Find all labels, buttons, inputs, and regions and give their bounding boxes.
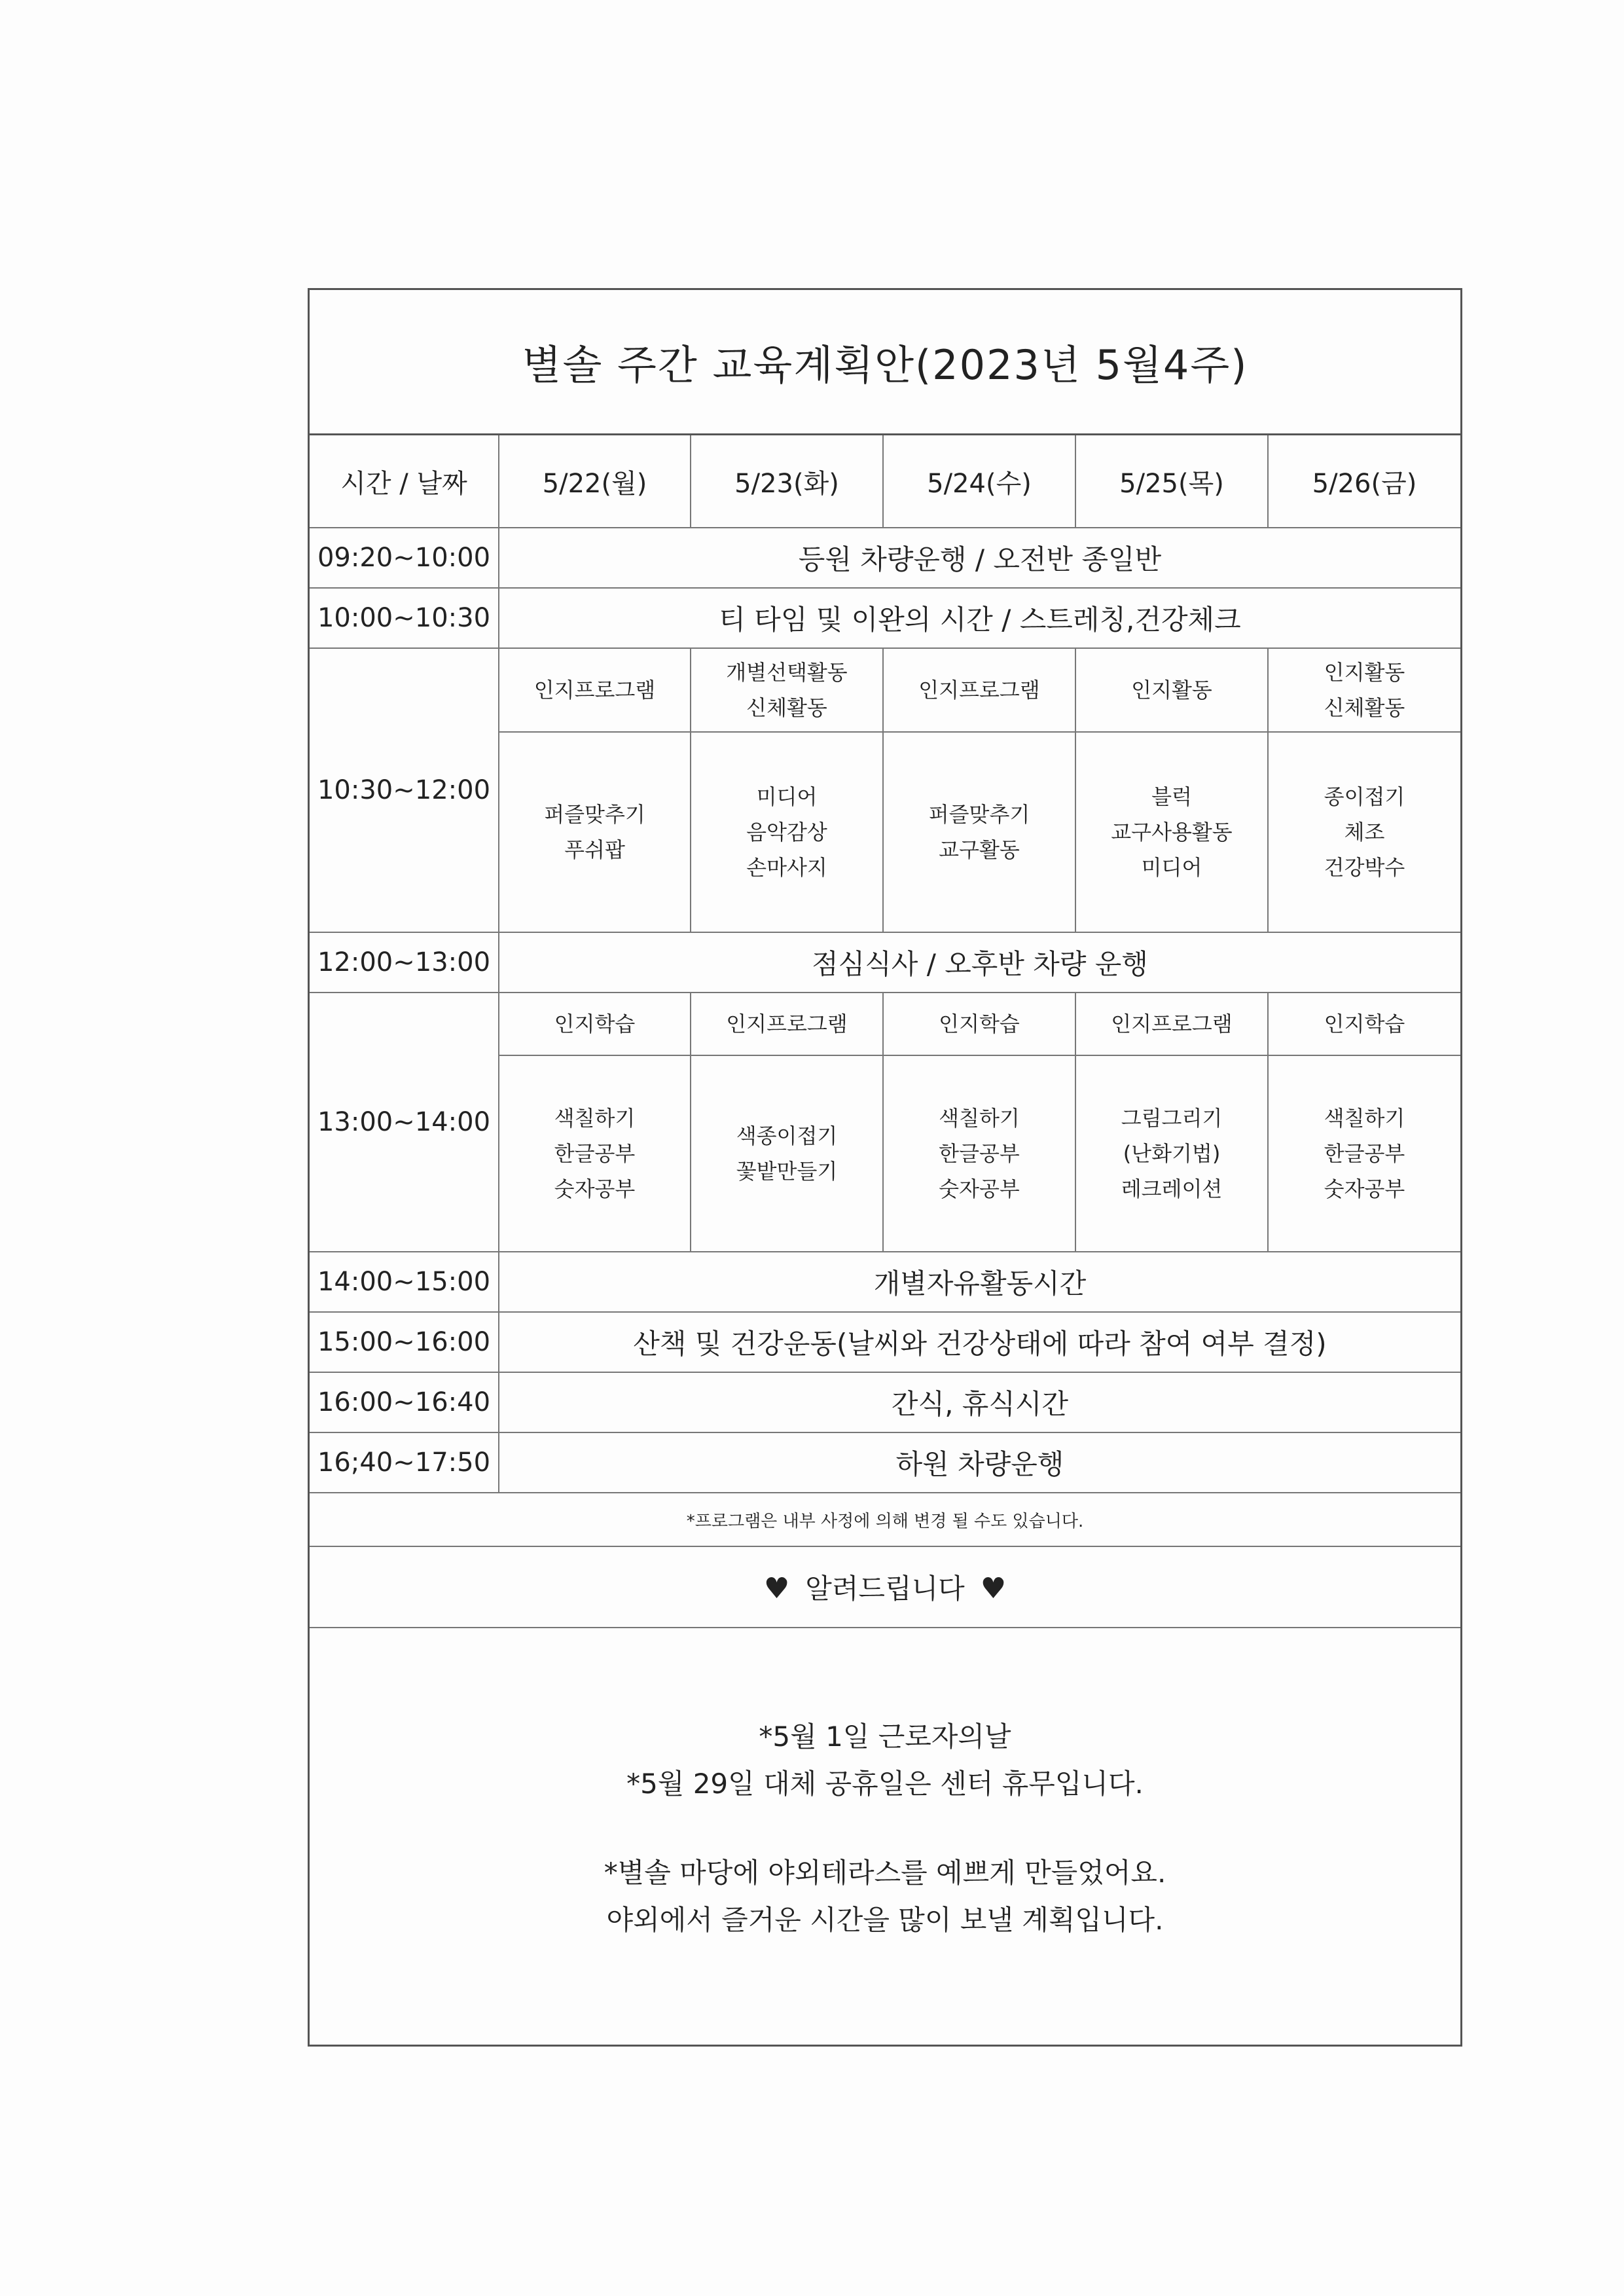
program-item: 퍼즐맞추기 <box>928 802 1030 827</box>
announcement-line: *별솔 마당에 야외테라스를 예쁘게 만들었어요. <box>604 1857 1166 1889</box>
program-item: 한글공부 <box>939 1141 1020 1166</box>
program-item: 한글공부 <box>1324 1141 1405 1166</box>
program-item: 건강박수 <box>1324 855 1405 880</box>
program-item: 신체활동 <box>1324 695 1405 720</box>
program-detail-cell <box>883 1055 1075 1252</box>
program-item: 체조 <box>1344 820 1385 845</box>
program-item: 인지활동 <box>1324 660 1405 685</box>
schedule-row <box>310 1312 1460 1372</box>
program-detail-cell <box>1075 1055 1268 1252</box>
activity-cell: 점심식사 / 오후반 차량 운행 <box>499 932 1460 993</box>
program-item: 교구활동 <box>939 837 1020 862</box>
program-item: 꽃밭만들기 <box>736 1159 838 1184</box>
program-item: 숫자공부 <box>1324 1176 1405 1201</box>
program-item: 교구사용활동 <box>1111 820 1233 845</box>
time-cell: 13:00~14:00 <box>310 993 499 1252</box>
program-item: 푸쉬팝 <box>564 837 625 862</box>
program-detail-cell <box>1268 1055 1460 1252</box>
program-item: 인지활동 <box>1131 678 1212 702</box>
program-item: 인지학습 <box>554 1011 636 1036</box>
program-item: (난화기법) <box>1123 1141 1221 1166</box>
program-heading-row <box>310 648 1460 732</box>
day-header: 5/24(수) <box>883 435 1075 528</box>
program-item: 색칠하기 <box>1324 1106 1405 1131</box>
program-heading-cell <box>499 993 691 1055</box>
time-cell: 12:00~13:00 <box>310 932 499 993</box>
program-detail-cell <box>883 732 1075 932</box>
program-item: 인지프로그램 <box>1111 1011 1233 1036</box>
activity-cell: 산책 및 건강운동(날씨와 건강상태에 따라 참여 여부 결정) <box>499 1312 1460 1372</box>
program-item: 그림그리기 <box>1121 1106 1223 1131</box>
program-item: 숫자공부 <box>554 1176 636 1201</box>
program-heading-cell <box>691 648 883 732</box>
time-cell: 10:00~10:30 <box>310 588 499 648</box>
schedule-row <box>310 1372 1460 1432</box>
activity-cell: 간식, 휴식시간 <box>499 1372 1460 1432</box>
heart-icon: ♥ <box>980 1572 1007 1605</box>
corner-header: 시간 / 날짜 <box>310 435 499 528</box>
program-item: 색종이접기 <box>736 1123 838 1148</box>
activity-cell: 등원 차량운행 / 오전반 종일반 <box>499 528 1460 588</box>
program-detail-cell <box>499 1055 691 1252</box>
program-item: 인지학습 <box>1324 1011 1405 1036</box>
announcement-line: *5월 1일 근로자의날 <box>759 1721 1011 1753</box>
schedule-row <box>310 1252 1460 1312</box>
program-heading-cell <box>1268 993 1460 1055</box>
program-heading-cell <box>883 648 1075 732</box>
program-item: 인지프로그램 <box>533 678 656 702</box>
program-item: 한글공부 <box>554 1141 636 1166</box>
program-item: 음악감상 <box>746 820 827 845</box>
program-item: 손마사지 <box>746 855 827 880</box>
program-item: 블럭 <box>1151 784 1192 809</box>
day-header: 5/25(목) <box>1075 435 1268 528</box>
time-cell: 14:00~15:00 <box>310 1252 499 1312</box>
activity-cell: 티 타임 및 이완의 시간 / 스트레칭,건강체크 <box>499 588 1460 648</box>
program-heading-cell <box>883 993 1075 1055</box>
schedule-row <box>310 1432 1460 1493</box>
program-item: 색칠하기 <box>554 1106 636 1131</box>
program-detail-cell <box>1075 732 1268 932</box>
announcement-line: 야외에서 즐거운 시간을 많이 보낼 계획입니다. <box>606 1904 1164 1936</box>
schedule-row <box>310 588 1460 648</box>
change-notice: *프로그램은 내부 사정에 의해 변경 될 수도 있습니다. <box>310 1493 1460 1546</box>
time-cell: 09:20~10:00 <box>310 528 499 588</box>
program-heading-cell <box>1075 993 1268 1055</box>
alert-label: 알려드립니다 <box>805 1573 965 1605</box>
alert-heading <box>310 1546 1460 1628</box>
time-cell: 16;40~17:50 <box>310 1432 499 1493</box>
program-detail-cell <box>1268 732 1460 932</box>
time-cell: 15:00~16:00 <box>310 1312 499 1372</box>
day-header: 5/22(월) <box>499 435 691 528</box>
program-item: 인지프로그램 <box>918 678 1040 702</box>
program-heading-cell <box>499 648 691 732</box>
announcement-box <box>310 1628 1460 1944</box>
schedule-row <box>310 528 1460 588</box>
program-item: 레크레이션 <box>1121 1176 1223 1201</box>
program-item: 미디어 <box>756 784 818 809</box>
time-cell: 16:00~16:40 <box>310 1372 499 1432</box>
program-heading-cell <box>1075 648 1268 732</box>
program-detail-cell <box>691 732 883 932</box>
program-item: 종이접기 <box>1324 784 1405 809</box>
page-title: 별솔 주간 교육계획안(2023년 5월4주) <box>310 290 1460 435</box>
schedule-table <box>310 435 1460 1628</box>
program-detail-cell <box>499 732 691 932</box>
header-row <box>310 435 1460 528</box>
time-cell: 10:30~12:00 <box>310 648 499 932</box>
activity-cell: 하원 차량운행 <box>499 1432 1460 1493</box>
activity-cell: 개별자유활동시간 <box>499 1252 1460 1312</box>
program-heading-cell <box>691 993 883 1055</box>
alert-row <box>310 1546 1460 1628</box>
day-header: 5/26(금) <box>1268 435 1460 528</box>
program-item: 색칠하기 <box>939 1106 1020 1131</box>
program-item: 퍼즐맞추기 <box>544 802 645 827</box>
day-header: 5/23(화) <box>691 435 883 528</box>
program-heading-cell <box>1268 648 1460 732</box>
program-heading-row <box>310 993 1460 1055</box>
announcement-line: *5월 29일 대체 공휴일은 센터 휴무입니다. <box>626 1768 1144 1800</box>
weekly-plan-sheet <box>308 288 1462 2047</box>
program-item: 인지프로그램 <box>726 1011 848 1036</box>
schedule-row <box>310 932 1460 993</box>
program-item: 개별선택활동 <box>726 660 848 685</box>
program-detail-cell <box>691 1055 883 1252</box>
notice-row <box>310 1493 1460 1546</box>
program-item: 미디어 <box>1141 855 1202 880</box>
program-item: 인지학습 <box>939 1011 1020 1036</box>
program-item: 숫자공부 <box>939 1176 1020 1201</box>
program-item: 신체활동 <box>746 695 827 720</box>
heart-icon: ♥ <box>763 1572 790 1605</box>
